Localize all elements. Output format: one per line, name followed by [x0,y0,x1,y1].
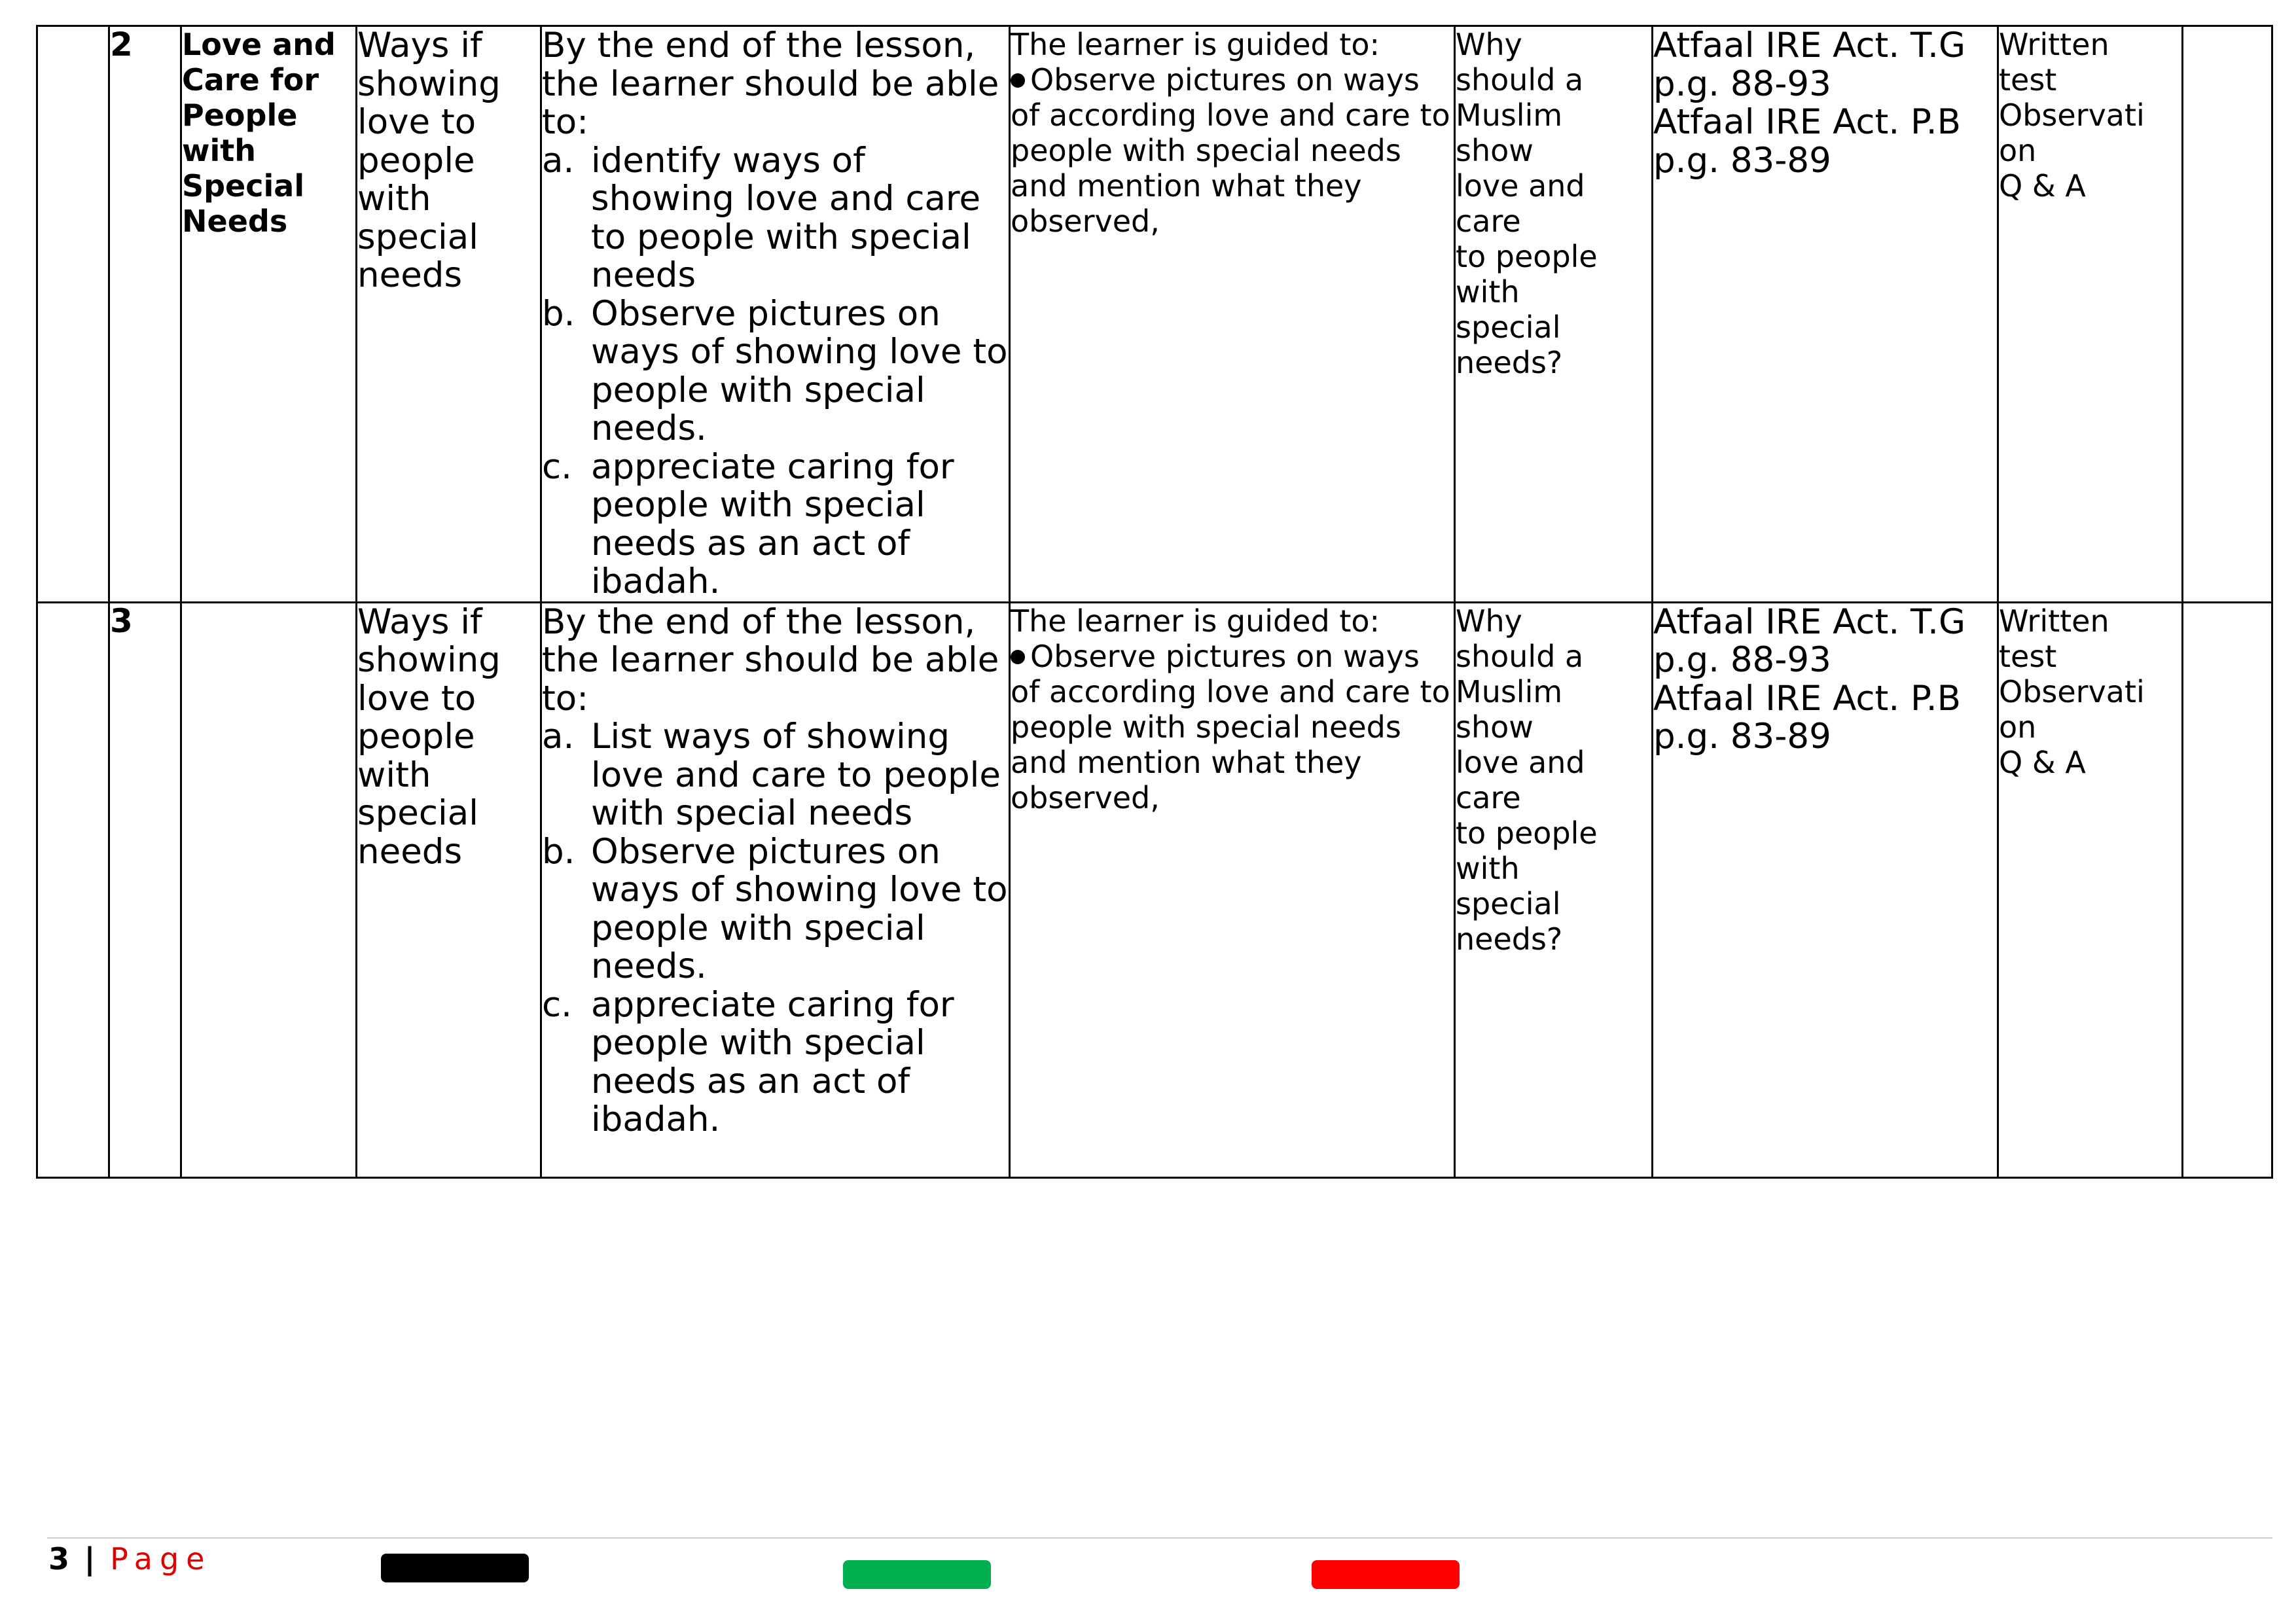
list-item [542,295,1009,448]
learning-resources [1653,602,1998,1177]
sub-strand: Ways if showing love to people with special needs [357,602,541,1177]
resource-line: p.g. 83-89 [1653,140,1831,181]
experiences-bullet-item [1011,62,1454,239]
week-number: 2 [109,26,181,603]
assessment-methods: Written test Observati on Q & A [1998,602,2183,1177]
green-flag-stripe [843,1560,991,1589]
experiences-intro: The learner is guided to: [1011,603,1380,639]
key-inquiry-question: Why should a Muslim show love and care to people with special needs? [1455,602,1653,1177]
outcome-marker: a. [542,140,575,181]
outcome-text: appreciate caring for people with special needs as an act of ibadah. [591,446,954,601]
outcome-marker: c. [542,446,572,487]
learning-experiences [1010,26,1455,603]
resource-line: Atfaal IRE Act. P.B [1653,678,1961,719]
learning-experiences [1010,602,1455,1177]
outcome-text: identify ways of showing love and care to people with special needs [591,140,981,295]
footer-divider [47,1537,2272,1539]
key-inquiry-question: Why should a Muslim show love and care to people with special needs? [1455,26,1653,603]
page-label: Page [110,1541,212,1577]
learning-outcomes [541,602,1010,1177]
list-item [542,142,1009,295]
experiences-text: Observe pictures on ways of according love and care to people with special needs and mention what they observed, [1011,62,1450,239]
outcome-text: List ways of showing love and care to people with special needs [591,717,1001,833]
outcome-text: Observe pictures on ways of showing love to people with special needs. [591,293,1008,448]
list-item [542,833,1009,986]
bullet-icon [1011,650,1025,664]
outcomes-intro: By the end of the lesson, the learner should be able to: [542,601,999,719]
red-flag-stripe [1312,1560,1460,1589]
outcome-marker: c. [542,984,572,1025]
list-item [542,986,1009,1139]
resource-line: Atfaal IRE Act. T.G [1653,26,1966,65]
learning-outcomes [541,26,1010,603]
list-item [542,448,1009,601]
table-row [37,602,2272,1177]
experiences-bullet-item [1011,639,1454,815]
list-item [542,718,1009,833]
resource-line: p.g. 88-93 [1653,640,1831,680]
remarks-cell [2183,26,2272,603]
outcomes-list [542,718,1009,1139]
black-flag-stripe [381,1554,529,1582]
strand-title [181,602,357,1177]
page-number: 3 [48,1541,70,1577]
resource-line: Atfaal IRE Act. T.G [1653,601,1966,642]
assessment-methods: Written test Observati on Q & A [1998,26,2183,603]
outcome-marker: b. [542,293,575,334]
outcomes-intro: By the end of the lesson, the learner should be able to: [542,26,999,142]
strand-title: Love and Care for People with Special Needs [181,26,357,603]
week-number: 3 [109,602,181,1177]
learning-resources [1653,26,1998,603]
outcome-text: appreciate caring for people with special needs as an act of ibadah. [591,984,954,1139]
remarks-cell [2183,602,2272,1177]
lesson-cell [37,26,109,603]
resource-line: p.g. 88-93 [1653,63,1831,104]
lesson-cell [37,602,109,1177]
outcome-marker: a. [542,717,575,757]
resource-line: Atfaal IRE Act. P.B [1653,102,1961,142]
page-footer [48,1539,211,1578]
outcome-text: Observe pictures on ways of showing love to people with special needs. [591,831,1008,986]
resource-line: p.g. 83-89 [1653,717,1831,757]
outcomes-list [542,142,1009,601]
sub-strand: Ways if showing love to people with special needs [357,26,541,603]
outcome-marker: b. [542,831,575,872]
bullet-icon [1011,73,1025,88]
experiences-intro: The learner is guided to: [1011,27,1380,62]
table-row [37,26,2272,603]
scheme-of-work-table [36,25,2273,1179]
page-separator: | [84,1541,96,1577]
experiences-text: Observe pictures on ways of according love and care to people with special needs and mention what they observed, [1011,638,1450,815]
